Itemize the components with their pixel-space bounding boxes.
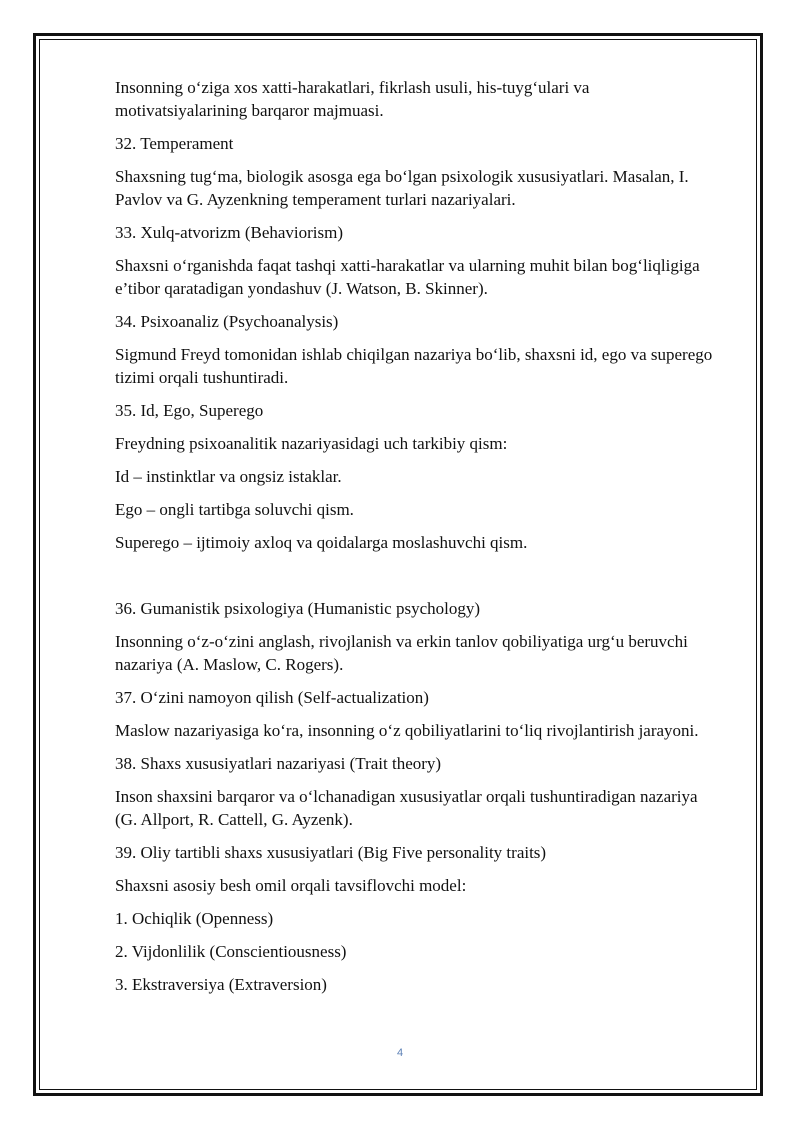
page-number: 4 <box>396 1047 404 1059</box>
paragraph: Freydning psixoanalitik nazariyasidagi uch tarkibiy qism: <box>115 434 508 453</box>
document-body <box>115 76 715 1006</box>
heading-38: 38. Shaxs xususiyatlari nazariyasi (Trait theory) <box>115 754 442 773</box>
list-item-openness: 1. Ochiqlik (Openness) <box>115 909 274 928</box>
list-item-ego: Ego – ongli tartibga soluvchi qism. <box>115 500 354 519</box>
paragraph: Maslow nazariyasiga ko‘ra, insonning o‘z qobiliyatlarini to‘liq rivojlantirish jarayoni. <box>115 721 699 740</box>
blank-line <box>115 564 715 597</box>
paragraph: Insonning o‘ziga xos xatti-harakatlari, fikrlash usuli, his-tuyg‘ulari va motivatsiyalarining barqaror majmuasi. <box>115 78 590 120</box>
paragraph: Shaxsning tug‘ma, biologik asosga ega bo‘lgan psixologik xususiyatlari. Masalan, I. Pavlov va G. Ayzenkning temperament turlari nazariyalari. <box>115 167 689 209</box>
paragraph: Insonning o‘z-o‘zini anglash, rivojlanish va erkin tanlov qobiliyatiga urg‘u beruvchi nazariya (A. Maslow, C. Rogers). <box>115 632 688 674</box>
heading-37: 37. O‘zini namoyon qilish (Self-actualization) <box>115 688 429 707</box>
heading-39: 39. Oliy tartibli shaxs xususiyatlari (Big Five personality traits) <box>115 843 547 862</box>
paragraph: Sigmund Freyd tomonidan ishlab chiqilgan nazariya bo‘lib, shaxsni id, ego va superego tizimi orqali tushuntiradi. <box>115 345 713 387</box>
list-item-id: Id – instinktlar va ongsiz istaklar. <box>115 467 342 486</box>
paragraph: Inson shaxsini barqaror va o‘lchanadigan xususiyatlar orqali tushuntiradigan nazariya (G. Allport, R. Cattell, G. Ayzenk). <box>115 787 698 829</box>
heading-32: 32. Temperament <box>115 134 234 153</box>
heading-34: 34. Psixoanaliz (Psychoanalysis) <box>115 312 339 331</box>
paragraph: Shaxsni o‘rganishda faqat tashqi xatti-harakatlar va ularning muhit bilan bog‘liqligiga e’tibor qaratadigan yondashuv (J. Watson, B. Skinner). <box>115 256 700 298</box>
heading-33: 33. Xulq-atvorizm (Behaviorism) <box>115 223 344 242</box>
paragraph: Shaxsni asosiy besh omil orqali tavsiflovchi model: <box>115 876 467 895</box>
list-item-extraversion: 3. Ekstraversiya (Extraversion) <box>115 975 327 994</box>
heading-35: 35. Id, Ego, Superego <box>115 401 264 420</box>
list-item-superego: Superego – ijtimoiy axloq va qoidalarga moslashuvchi qism. <box>115 533 528 552</box>
heading-36: 36. Gumanistik psixologiya (Humanistic psychology) <box>115 599 480 618</box>
list-item-conscientiousness: 2. Vijdonlilik (Conscientiousness) <box>115 942 347 961</box>
